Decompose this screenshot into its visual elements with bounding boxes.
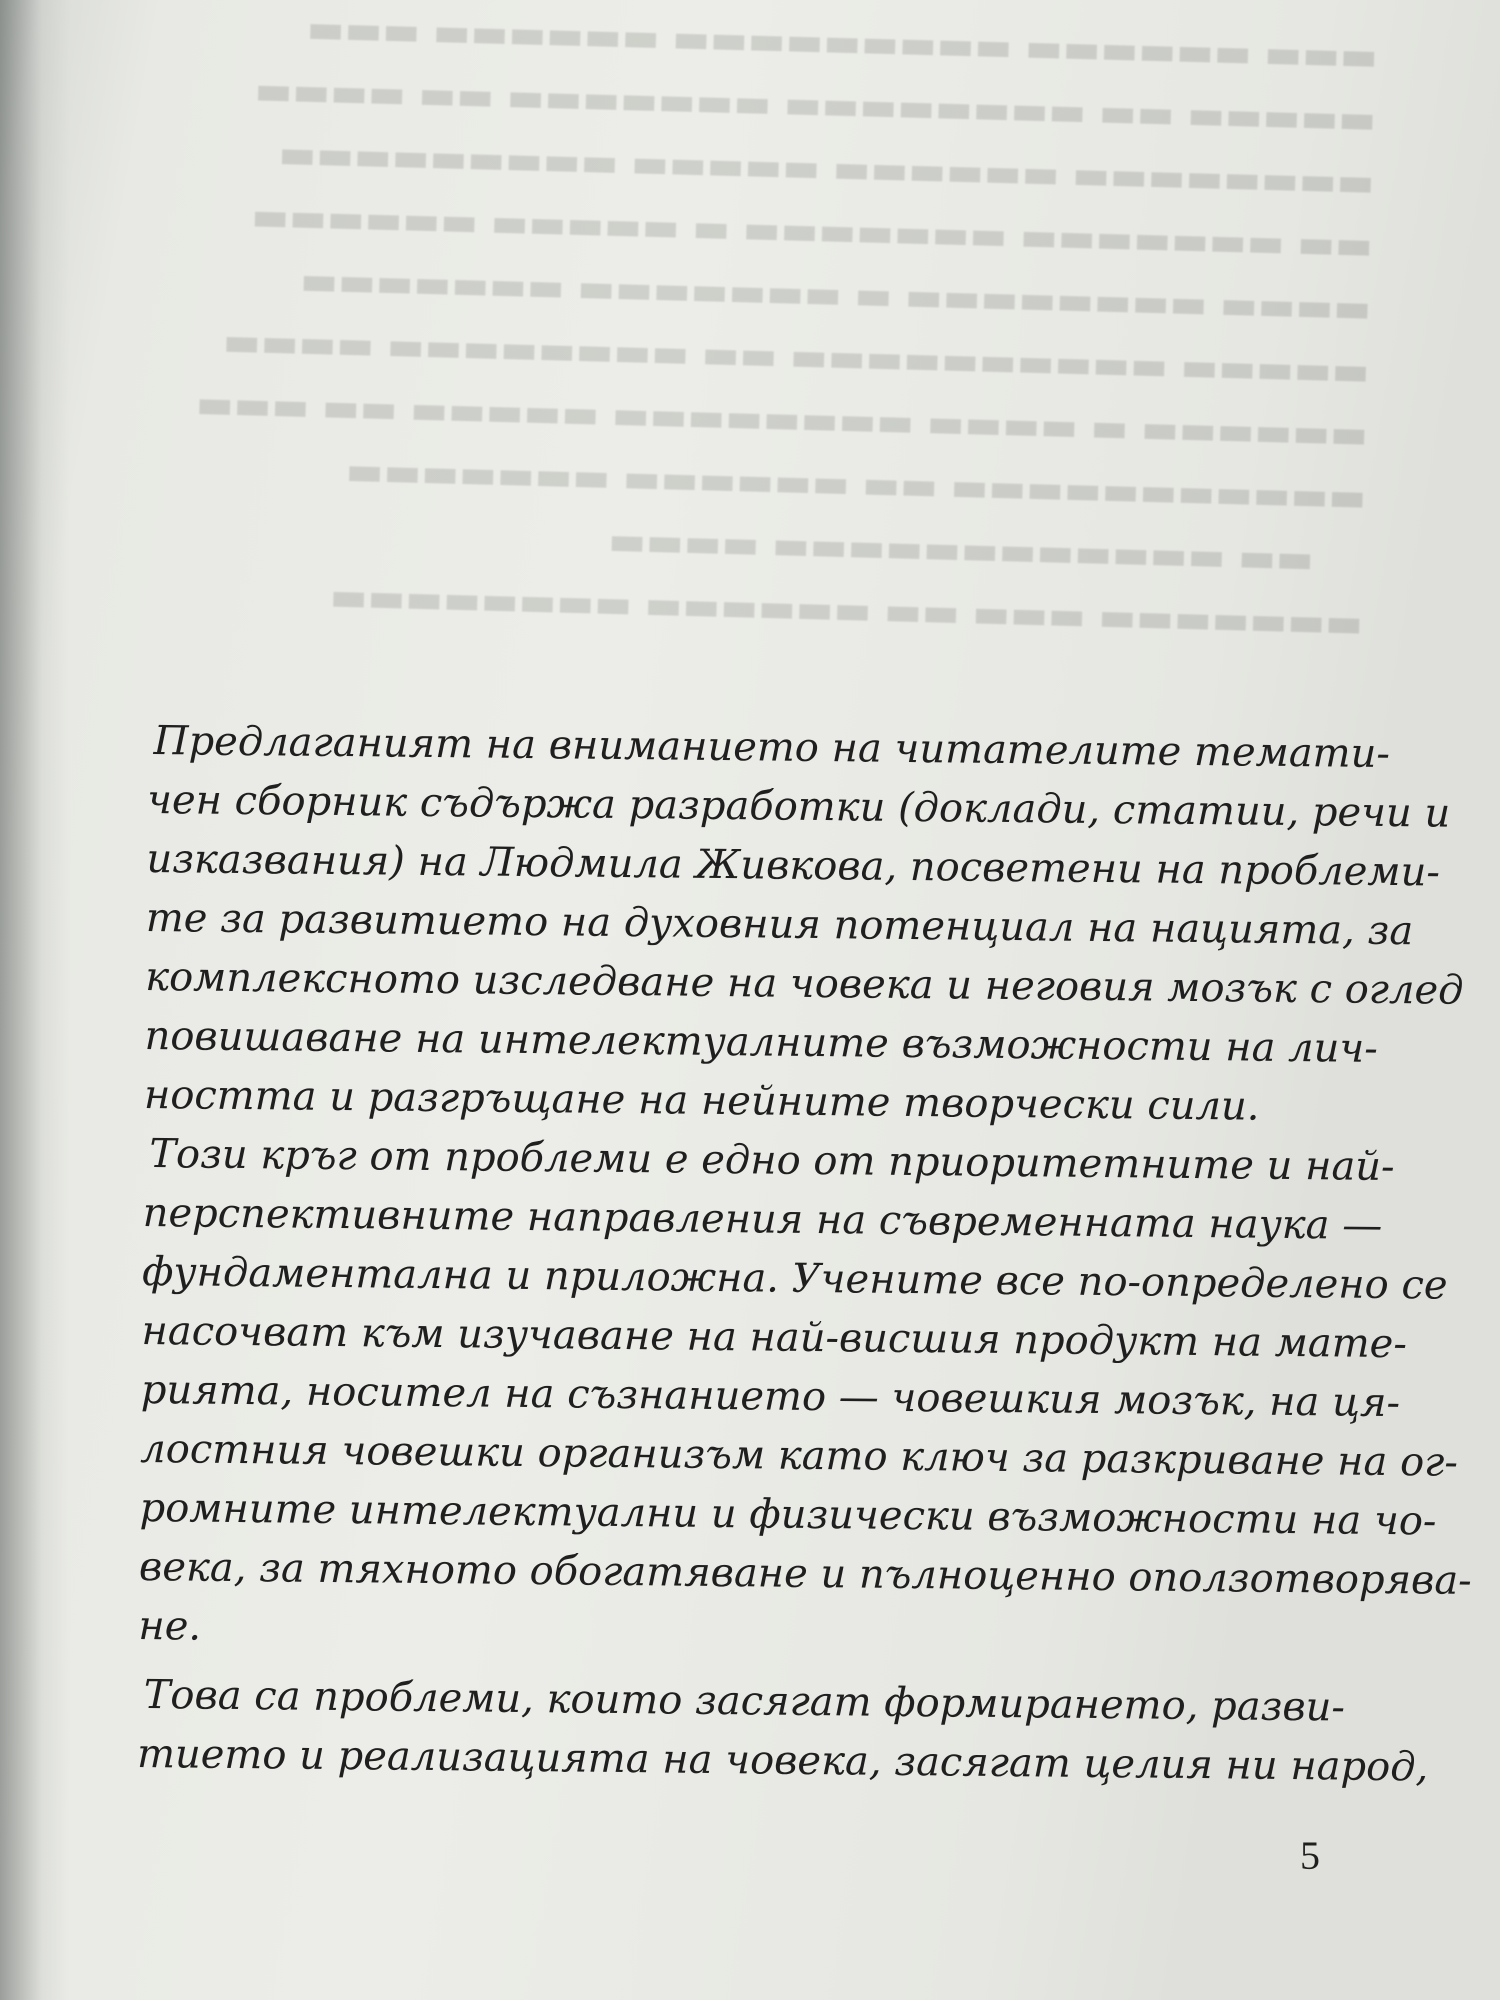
text-line: изказвания) на Людмила Живкова, посветени на проблеми- — [146, 835, 1441, 896]
text-line: ромните интелектуални и физически възможности на чо- — [139, 1484, 1437, 1545]
page-number: 5 — [1300, 1833, 1320, 1878]
page-gutter-shadow — [0, 0, 70, 2000]
body-text — [136, 712, 1472, 1796]
text-line: лостния човешки организъм като ключ за разкриване на ог- — [140, 1425, 1459, 1486]
text-line: повишаване на интелектуалните възможности на лич- — [144, 1012, 1379, 1072]
text-line: фундаментална и приложна. Учените все по-определено се — [141, 1248, 1448, 1309]
text-line: века, за тяхното обогатяване и пълноценно оползотворява- — [138, 1543, 1472, 1604]
text-line: те за развитието на духовния потенциал на нацията, за — [145, 894, 1414, 955]
text-line: тието и реализацията на човека, засягат целия ни народ, — [136, 1730, 1429, 1791]
text-line: не. — [138, 1602, 202, 1650]
text-line: чен сборник съдържа разработки (доклади, статии, речи и — [146, 776, 1451, 837]
text-line: перспективните направления на съвременната наука — — [142, 1189, 1383, 1249]
text-line: ността и разгръщане на нейните творчески сили. — [143, 1071, 1260, 1130]
text-line: комплексното изследване на човека и неговия мозък с оглед — [144, 953, 1464, 1014]
text-line: Предлаганият на вниманието на читателите темати- — [153, 718, 1391, 778]
show-through-text: ▬▬▬ ▬▬▬▬▬▬ ▬▬▬▬▬▬▬▬▬ ▬▬▬▬▬▬ ▬▬▬ ▬▬▬▬▬ ▬▬ ▬▬▬▬▬▬▬▬ ▬▬▬▬▬▬▬ ▬▬ ▬▬▬▬ ▬▬▬▬▬▬▬▬ ▬▬▬▬▬▬ ▬▬▬▬▬ ▬▬▬▬▬▬▬▬▬ ▬▬ ▬▬▬▬▬▬▬ ▬▬▬▬▬▬▬ ▬ ▬▬▬▬▬ ▬▬▬▬▬▬ ▬▬▬▬ ▬▬▬▬▬▬▬▬ ▬ ▬▬▬▬▬▬▬ ▬▬▬▬▬▬▬ ▬▬▬▬▬ ▬▬▬▬▬▬▬▬▬▬ ▬▬ ▬▬▬▬▬▬▬▬ ▬▬▬▬ ▬▬▬▬▬▬ ▬ ▬▬▬▬ ▬▬▬▬▬▬▬▬ ▬▬▬▬▬ ▬▬ ▬▬▬ ▬▬▬▬▬▬▬▬▬▬▬ ▬▬ ▬▬▬▬▬▬ ▬▬▬▬▬▬▬ ▬▬ ▬▬▬▬▬▬▬▬▬▬▬▬ ▬▬▬▬ ▬▬▬▬▬▬▬ ▬▬▬ ▬▬ ▬▬▬▬▬▬ ▬▬▬▬▬▬▬▬ — [195, 5, 1379, 647]
text-line: Този кръг от проблеми е едно от приоритетните и най- — [149, 1131, 1395, 1191]
text-line: Това са проблеми, които засягат формирането, разви- — [143, 1672, 1346, 1731]
text-line: насочват към изучаване на най-висшия продукт на мате- — [141, 1307, 1408, 1368]
text-line: рията, носител на съзнанието — човешкия мозък, на ця- — [140, 1366, 1401, 1427]
